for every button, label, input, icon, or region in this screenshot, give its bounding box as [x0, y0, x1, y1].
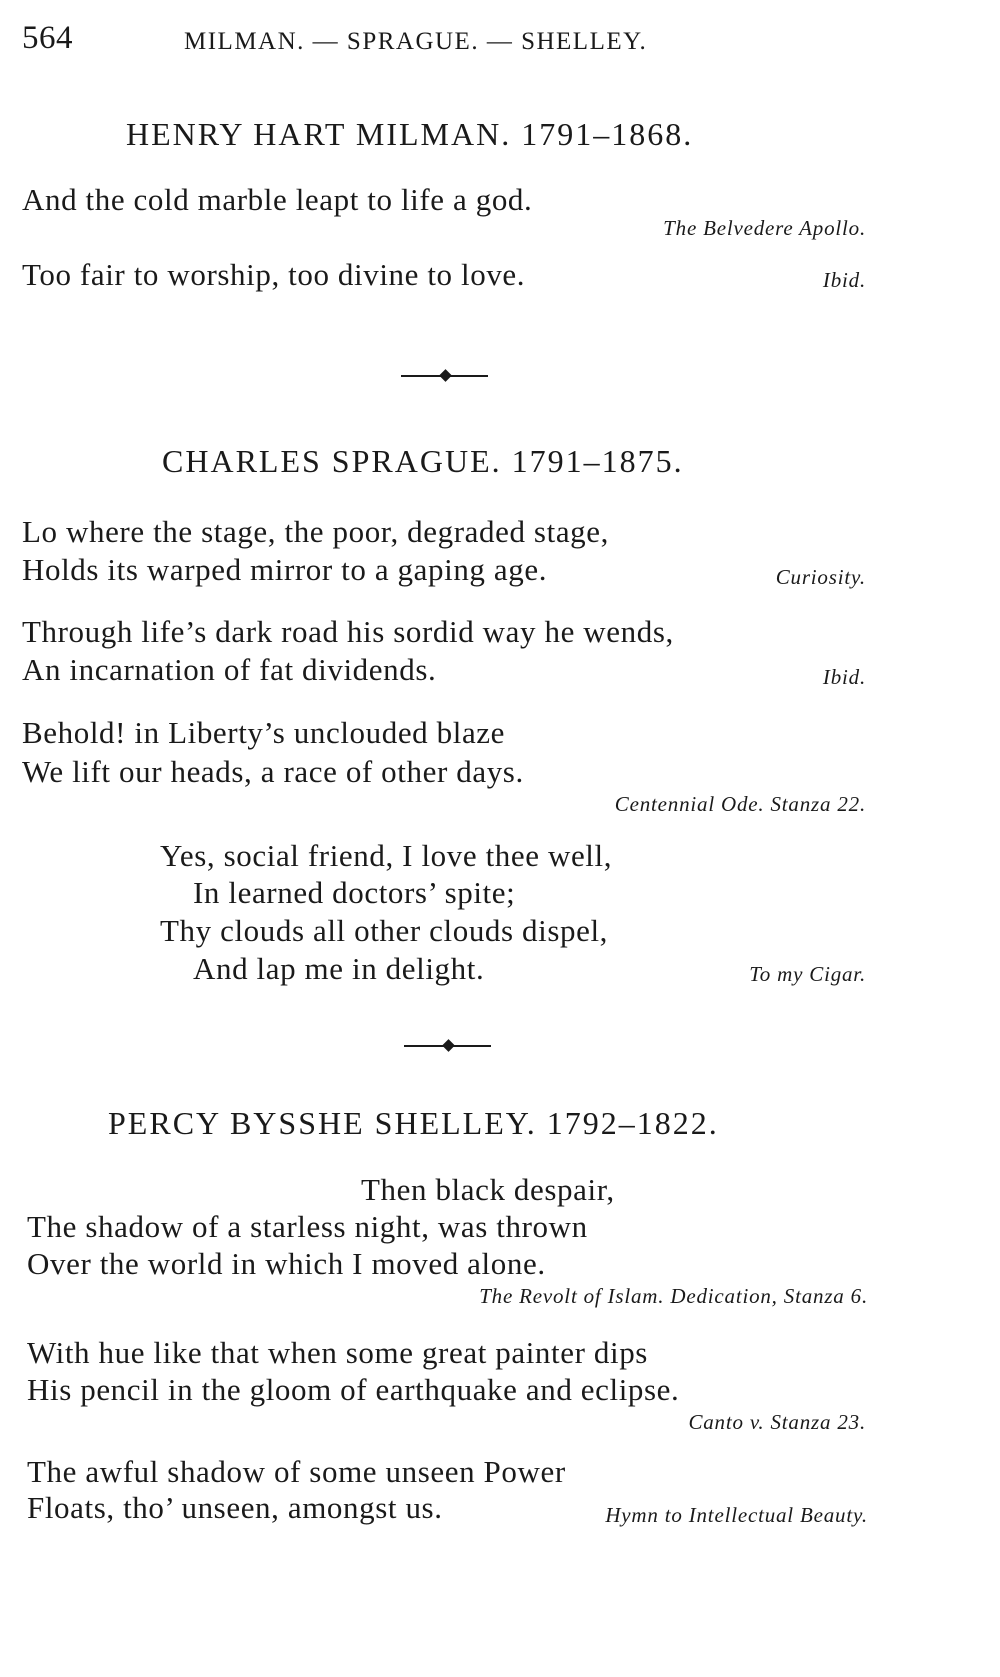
- quote-line: In learned doctors’ spite;: [193, 875, 516, 910]
- quote-line: His pencil in the gloom of earthquake and eclipse.: [27, 1372, 680, 1407]
- quote-citation: The Belvedere Apollo.: [663, 216, 866, 240]
- quote-line: An incarnation of fat dividends.: [22, 652, 437, 687]
- quote-citation: Ibid.: [822, 268, 866, 292]
- quote-citation: The Revolt of Islam. Dedication, Stanza 6.: [479, 1284, 868, 1308]
- quote-line: We lift our heads, a race of other days.: [22, 754, 524, 789]
- quote-citation: Canto v. Stanza 23.: [688, 1410, 866, 1434]
- quote-citation: Hymn to Intellectual Beauty.: [605, 1503, 868, 1527]
- author-heading-sprague: CHARLES SPRAGUE. 1791–1875.: [162, 443, 684, 479]
- quote-citation: Ibid.: [822, 665, 866, 689]
- page-number: 564: [22, 20, 73, 56]
- quote-line: With hue like that when some great painter dips: [27, 1335, 648, 1370]
- quote-line: Yes, social friend, I love thee well,: [160, 838, 613, 873]
- quote-line: Then black despair,: [361, 1172, 615, 1207]
- quote-line: Lo where the stage, the poor, degraded stage,: [22, 514, 609, 549]
- author-heading-milman: HENRY HART MILMAN. 1791–1868.: [126, 116, 694, 152]
- quote-line: Too fair to worship, too divine to love.: [22, 257, 526, 292]
- quote-citation: To my Cigar.: [749, 962, 866, 986]
- quote-citation: Centennial Ode. Stanza 22.: [614, 792, 866, 816]
- quote-line: The awful shadow of some unseen Power: [27, 1454, 566, 1489]
- quote-line: Thy clouds all other clouds dispel,: [160, 913, 609, 948]
- quote-line: And lap me in delight.: [193, 951, 485, 986]
- running-title: MILMAN. — SPRAGUE. — SHELLEY.: [184, 28, 648, 55]
- quote-line: And the cold marble leapt to life a god.: [22, 182, 533, 217]
- quote-line: Behold! in Liberty’s unclouded blaze: [22, 715, 506, 750]
- quote-line: Through life’s dark road his sordid way he wends,: [22, 614, 674, 649]
- quote-line: Over the world in which I moved alone.: [27, 1246, 546, 1281]
- author-heading-shelley: PERCY BYSSHE SHELLEY. 1792–1822.: [108, 1105, 719, 1141]
- quote-line: The shadow of a starless night, was thrown: [27, 1209, 588, 1244]
- quote-citation: Curiosity.: [775, 565, 866, 589]
- quote-line: Floats, tho’ unseen, amongst us.: [27, 1490, 443, 1525]
- section-divider: [401, 370, 491, 382]
- section-divider: [404, 1040, 494, 1052]
- quote-line: Holds its warped mirror to a gaping age.: [22, 552, 548, 587]
